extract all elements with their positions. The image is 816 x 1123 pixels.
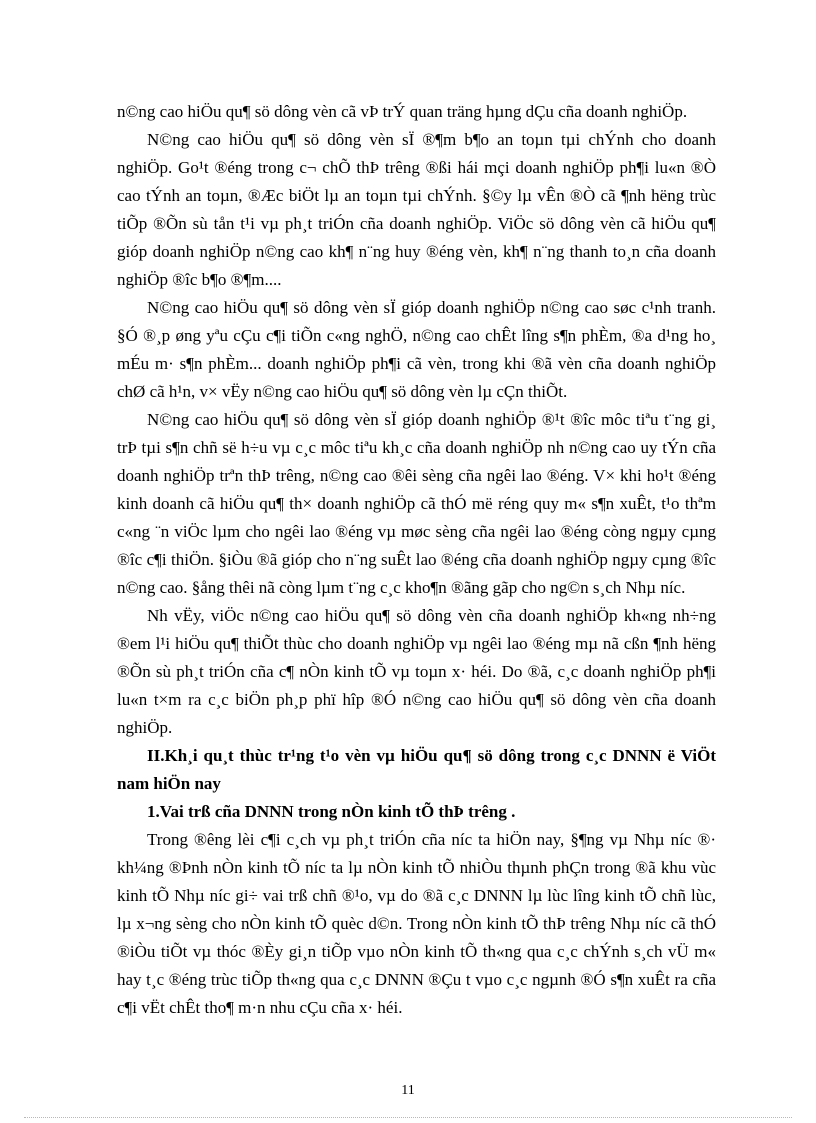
paragraph: Nh vËy, viÖc n©ng cao hiÖu qu¶ sö dông vèn cña doanh nghiÖp kh«ng nh÷ng ®em l¹i hiÖu qu¶ thiÕt thùc cho doanh nghiÖp vµ ngêi lao ®éng mµ nã cßn ¶nh hëng ®Õn sù ph¸t triÓn cña c¶ nÒn kinh tÕ vµ toµn x· héi. Do ®ã, c¸c doanh nghiÖp ph¶i lu«n t×m ra c¸c biÖn ph¸p phï hîp ®Ó n©ng cao hiÖu qu¶ sö dông vèn cña doanh nghiÖp. <box>117 606 716 737</box>
paragraph: N©ng cao hiÖu qu¶ sö dông vèn sÏ gióp doanh nghiÖp n©ng cao søc c¹nh tranh. §Ó ®¸p øng yªu cÇu c¶i tiÕn c«ng nghÖ, n©ng cao chÊt lîng s¶n phÈm, ®a d¹ng ho¸ mÉu m· s¶n phÈm... doanh nghiÖp ph¶i cã vèn, trong khi ®ã vèn cña doanh nghiÖp chØ cã h¹n, v× vËy n©ng cao hiÖu qu¶ sö dông vèn lµ cÇn thiÕt. <box>117 298 716 401</box>
section-heading: II.Kh¸i qu¸t thùc tr¹ng t¹o vèn vµ hiÖu qu¶ sö dông trong c¸c DNNN ë ViÖt nam hiÖn nay <box>117 746 716 793</box>
page-body <box>117 98 716 1022</box>
paragraph: n©ng cao hiÖu qu¶ sö dông vèn cã vÞ trÝ quan träng hµng dÇu cña doanh nghiÖp. <box>117 102 688 121</box>
page-border-dotted <box>24 1117 792 1118</box>
page-number: 11 <box>401 1083 415 1098</box>
paragraph: Trong ®êng lèi c¶i c¸ch vµ ph¸t triÓn cña níc ta hiÖn nay, §¶ng vµ Nhµ níc ®· kh¼ng ®Þnh nÒn kinh tÕ níc ta lµ nÒn kinh tÕ nhiÒu thµnh phÇn trong ®ã khu vùc kinh tÕ Nhµ níc gi÷ vai trß chñ ®¹o, vµ do ®ã c¸c DNNN lµ lùc lîng kinh tÕ chñ lùc, lµ x¬ng sèng cho nÒn kinh tÕ quèc d©n. Trong nÒn kinh tÕ thÞ trêng Nhµ níc cã thÓ ®iÒu tiÕt vµ thóc ®Èy gi¸n tiÕp vµo nÒn kinh tÕ th«ng qua c¸c chÝnh s¸ch vÜ m« hay t¸c ®éng trùc tiÕp th«ng qua c¸c DNNN ®Çu t vµo c¸c ngµnh ®Ó s¶n xuÊt ra cña c¶i vËt chÊt tho¶ m·n nhu cÇu cña x· héi. <box>117 830 716 1017</box>
paragraph: N©ng cao hiÖu qu¶ sö dông vèn sÏ ®¶m b¶o an toµn tµi chÝnh cho doanh nghiÖp. Go¹t ®éng trong c¬ chÕ thÞ trêng ®ßi hái mçi doanh nghiÖp ph¶i lu«n ®Ò cao tÝnh an toµn, ®Æc biÖt lµ an toµn tµi chÝnh. §©y lµ vÊn ®Ò cã ¶nh hëng trùc tiÕp ®Õn sù tån t¹i vµ ph¸t triÓn cña doanh nghiÖp. ViÖc sö dông vèn cã hiÖu qu¶ gióp doanh nghiÖp n©ng cao kh¶ n¨ng huy ®éng vèn, kh¶ n¨ng thanh to¸n cña doanh nghiÖp ®îc b¶o ®¶m.... <box>117 130 716 289</box>
subsection-heading: 1.Vai trß cña DNNN trong nÒn kinh tÕ thÞ trêng . <box>147 802 516 821</box>
paragraph: N©ng cao hiÖu qu¶ sö dông vèn sÏ gióp doanh nghiÖp ®¹t ®îc môc tiªu t¨ng gi¸ trÞ tµi s¶n chñ së h÷u vµ c¸c môc tiªu kh¸c cña doanh nghiÖp nh n©ng cao uy tÝn cña doanh nghiÖp trªn thÞ trêng, n©ng cao ®êi sèng cña ngêi lao ®éng. V× khi ho¹t ®éng kinh doanh cã hiÖu qu¶ th× doanh nghiÖp cã thÓ më réng quy m« s¶n xuÊt, t¹o thªm c«ng ¨n viÖc lµm cho ngêi lao ®éng vµ møc sèng cña ngêi lao ®éng còng ngµy cµng ®îc c¶i thiÖn. §iÒu ®ã gióp cho n¨ng suÊt lao ®éng cña doanh nghiÖp ngµy cµng ®îc n©ng cao. §ång thêi nã còng lµm t¨ng c¸c kho¶n ®ãng gãp cho ng©n s¸ch Nhµ níc. <box>117 410 716 597</box>
